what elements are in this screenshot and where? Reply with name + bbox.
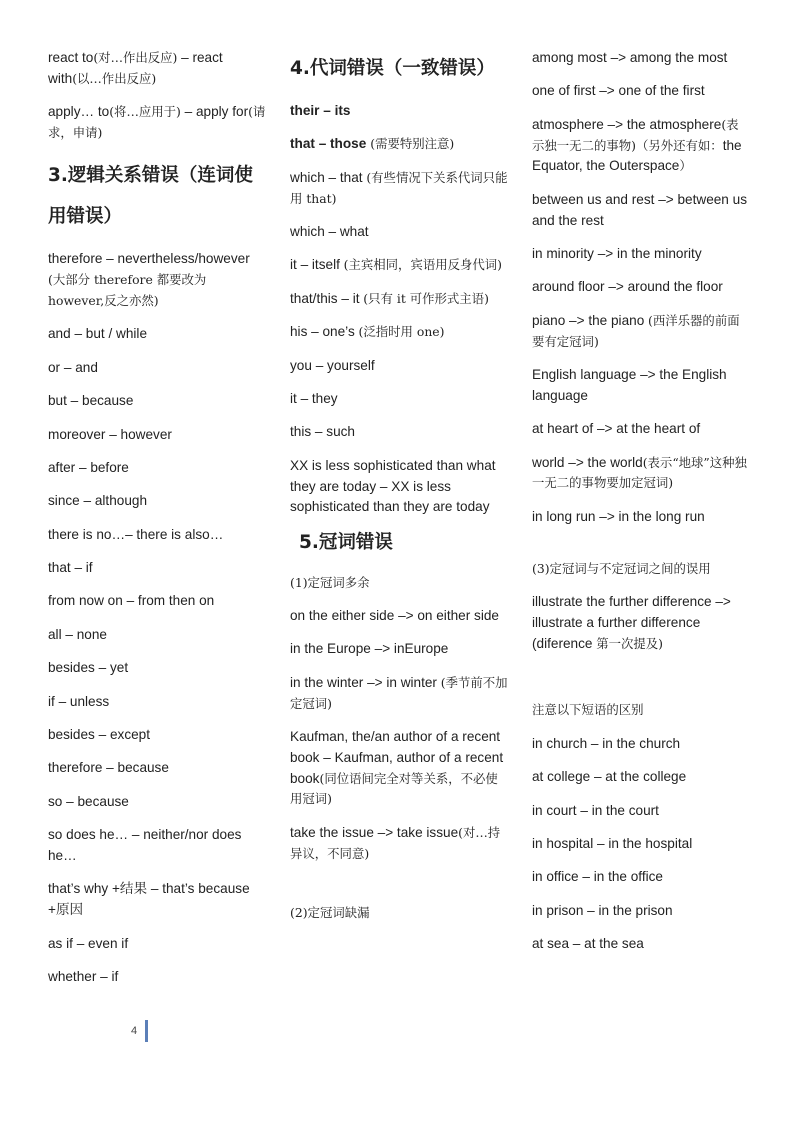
- list-item: [48, 458, 266, 479]
- english-text: moreover – however: [48, 426, 172, 442]
- list-item: [532, 244, 750, 265]
- list-item: [290, 606, 508, 627]
- chinese-note: (只有 it 可作形式主语): [363, 290, 489, 306]
- english-text: the Equator, the Outerspace: [532, 137, 742, 174]
- page-number: 4: [131, 1025, 138, 1037]
- subheading-missing-definite-article: (2)定冠词缺漏: [290, 905, 370, 921]
- chinese-note: (同位语间完全对等关系，不必使用冠词): [290, 770, 498, 807]
- english-text: one of first –> one of the first: [532, 83, 705, 99]
- english-text: all – none: [48, 626, 107, 642]
- english-text: in the winter –> in winter: [290, 674, 441, 690]
- english-text: in minority –> in the minority: [532, 245, 702, 261]
- english-text: besides – except: [48, 727, 151, 743]
- list-item: [290, 389, 508, 410]
- english-text: it – itself: [290, 257, 344, 273]
- english-text: in office – in the office: [532, 869, 663, 885]
- chinese-note: (有些情况下关系代词只能用 that): [290, 169, 508, 206]
- chinese-note: (大部分 therefore 都要改为 however,反之亦然): [48, 272, 207, 308]
- list-item: [532, 767, 750, 788]
- list-item: [48, 692, 266, 713]
- list-item: [290, 101, 508, 122]
- list-item: [532, 592, 750, 654]
- english-text: besides – yet: [48, 660, 129, 676]
- list-item: [48, 725, 266, 746]
- list-item: [48, 425, 266, 446]
- page-number-bar: [145, 1020, 148, 1042]
- english-text: their – its: [290, 103, 351, 118]
- list-item: [532, 115, 750, 177]
- list-item: [290, 289, 508, 310]
- english-text: but – because: [48, 393, 134, 409]
- english-text: world –> the world: [532, 454, 643, 470]
- english-text: that’s why +结果 – that’s because +原因: [48, 881, 250, 918]
- english-text: which – that: [290, 169, 367, 185]
- english-text: piano –> the piano: [532, 312, 649, 328]
- subheading-article-misuse: (3)定冠词与不定冠词之间的误用: [532, 561, 711, 577]
- section-heading-5: 5.冠词错误: [299, 531, 393, 553]
- english-text: you – yourself: [290, 357, 375, 373]
- english-text: that/this – it: [290, 290, 364, 306]
- english-text: this – such: [290, 424, 355, 440]
- list-item: [48, 758, 266, 779]
- list-item: [290, 255, 508, 276]
- english-text: among most –> among the most: [532, 50, 728, 65]
- column-1: [48, 48, 266, 1000]
- list-item: [532, 48, 750, 69]
- english-text: illustrate the further difference –> illustrate a further difference (diference: [532, 594, 731, 652]
- list-item: [48, 934, 266, 955]
- english-text: English language –> the English language: [532, 366, 727, 403]
- english-text: and – but / while: [48, 326, 147, 342]
- english-text: in hospital – in the hospital: [532, 836, 693, 852]
- list-item: apply… to(将…应用于) – apply for(请求，申请): [48, 104, 266, 140]
- list-item: [532, 277, 750, 298]
- list-item: react to(对…作出反应) – react with(以…作出反应): [48, 50, 223, 86]
- list-item: [290, 422, 508, 443]
- section-heading-3: 3.逻辑关系错误（连词使用错误）: [48, 165, 253, 227]
- section-heading-4: 4.代词错误（一致错误）: [290, 58, 495, 79]
- english-text: so – because: [48, 793, 129, 809]
- english-text: between us and rest –> between us and the rest: [532, 191, 748, 228]
- list-item: [532, 81, 750, 102]
- list-item: [290, 639, 508, 660]
- list-item: [290, 356, 508, 377]
- list-item: [532, 419, 750, 440]
- list-item: [532, 901, 750, 922]
- list-item: [48, 825, 266, 867]
- list-item: [290, 456, 508, 518]
- chinese-note: (需要特别注意): [366, 136, 455, 152]
- list-item: [48, 324, 266, 345]
- english-text: from now on – from then on: [48, 593, 215, 609]
- english-text: at sea – at the sea: [532, 936, 644, 952]
- english-text: in long run –> in the long run: [532, 508, 705, 524]
- english-text: since – although: [48, 493, 148, 509]
- chinese-note: (泛指时用 one): [358, 324, 445, 340]
- list-item: [290, 134, 508, 155]
- list-item: [48, 625, 266, 646]
- english-text: which – what: [290, 223, 369, 239]
- chinese-note: 第一次提及): [596, 636, 664, 652]
- list-item: [290, 322, 508, 343]
- english-text: whether – if: [48, 968, 119, 984]
- english-text: in the Europe –> inEurope: [290, 641, 449, 657]
- english-text: that – those: [290, 136, 367, 152]
- list-item: [532, 507, 750, 528]
- list-item: [48, 967, 266, 988]
- english-text: take the issue –> take issue: [290, 824, 459, 840]
- english-text: if – unless: [48, 693, 110, 709]
- english-text: on the either side –> on either side: [290, 608, 499, 624]
- list-item: [48, 391, 266, 412]
- note-heading: 注意以下短语的区别: [532, 702, 644, 718]
- list-item: [532, 734, 750, 755]
- english-text: atmosphere –> the atmosphere: [532, 116, 722, 132]
- english-text: there is no…– there is also…: [48, 526, 224, 542]
- list-item: [48, 491, 266, 512]
- list-item: [532, 801, 750, 822]
- english-text: or – and: [48, 359, 98, 375]
- english-text: in church – in the church: [532, 735, 681, 751]
- chinese-note: (西洋乐器的前面要有定冠词): [532, 312, 740, 349]
- english-text: so does he… – neither/nor does he…: [48, 827, 242, 864]
- list-item: [290, 823, 508, 865]
- column-3: [532, 48, 750, 968]
- list-item: [48, 249, 266, 311]
- subheading-extra-definite-article: (1)定冠词多余: [290, 574, 370, 590]
- english-text: after – before: [48, 459, 129, 475]
- list-item: [532, 867, 750, 888]
- english-text: in court – in the court: [532, 802, 659, 818]
- english-text: it – they: [290, 390, 338, 406]
- list-item: [290, 673, 508, 715]
- list-item: [48, 358, 266, 379]
- list-item: [532, 834, 750, 855]
- chinese-note: (对…持异议，不同意): [290, 824, 501, 861]
- list-item: [290, 727, 508, 810]
- english-text: Kaufman, the/an author of a recent book – Kaufman, author of a recent book: [290, 729, 504, 786]
- english-text: therefore – because: [48, 760, 169, 776]
- list-item: [532, 311, 750, 353]
- english-text: therefore – nevertheless/however: [48, 251, 250, 267]
- column-2: [290, 48, 508, 936]
- english-text: his – one’s: [290, 324, 359, 340]
- list-item: [532, 453, 750, 495]
- list-item: [48, 558, 266, 579]
- list-item: [48, 525, 266, 546]
- english-text: in prison – in the prison: [532, 902, 673, 918]
- english-text: at college – at the college: [532, 769, 687, 785]
- english-text: XX is less sophisticated than what they are today – XX is less sophisticated than they are today: [290, 457, 496, 515]
- list-item: [532, 934, 750, 955]
- chinese-note: ）: [679, 158, 692, 174]
- english-text: that – if: [48, 560, 93, 576]
- list-item: [48, 792, 266, 813]
- english-text: as if – even if: [48, 935, 129, 951]
- list-item: [48, 591, 266, 612]
- chinese-note: (表示“地球”这种独一无二的事物要加定冠词): [532, 454, 747, 491]
- list-item: [532, 365, 750, 407]
- list-item: [290, 168, 508, 210]
- list-item: [48, 658, 266, 679]
- english-text: around floor –> around the floor: [532, 279, 723, 295]
- page-footer: [131, 1020, 148, 1042]
- list-item: [532, 190, 750, 232]
- chinese-note: (季节前不加定冠词): [290, 674, 508, 711]
- chinese-note: (表示独一无二的事物)（另外还有如：: [532, 116, 739, 153]
- list-item: [290, 222, 508, 243]
- list-item: [48, 879, 266, 921]
- chinese-note: (主宾相同，宾语用反身代词): [343, 257, 502, 273]
- english-text: at heart of –> at the heart of: [532, 421, 701, 437]
